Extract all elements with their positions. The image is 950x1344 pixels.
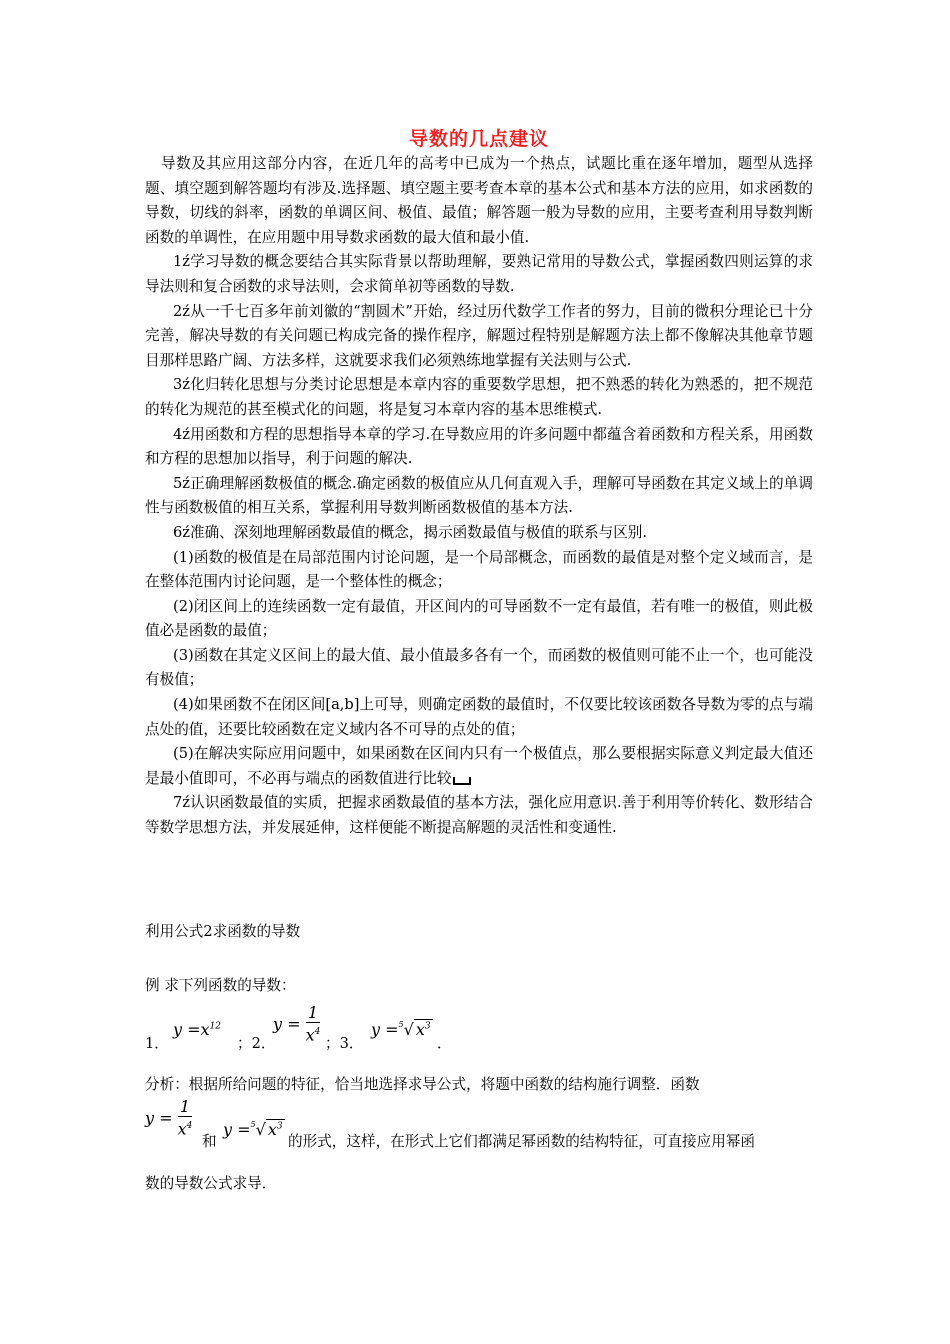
paragraph-4: 4ź用函数和方程的思想指导本章的学习.在导数应用的许多问题中都蕴含着函数和方程关系，用函数和方程的思想加以指导，利于问题的解决.	[145, 425, 813, 468]
item-end: ．	[437, 1035, 452, 1052]
sub-point-5	[145, 742, 813, 791]
sub-point-1: (1)函数的极值是在局部范围内讨论问题，是一个局部概念，而函数的最值是对整个定义域而言，是在整体范围内讨论问题，是一个整体性的概念；	[145, 548, 813, 591]
paragraph-7: 7ź认识函数最值的实质，把握求函数最值的基本方法，强化应用意识.善于利用等价转化、数形结合等数学思想方法，并发展延伸，这样便能不断提高解题的灵活性和变通性.	[145, 794, 813, 837]
sub-point-2: (2)闭区间上的连续函数一定有最值，开区间内的可导函数不一定有最值，若有唯一的极值，则此极值必是函数的最值；	[145, 597, 813, 640]
item-number-2: ；2．	[237, 1035, 276, 1052]
analysis-line-2	[145, 1098, 813, 1148]
text-cursor-mark	[453, 777, 471, 785]
formula-3: y =$^5$√ $x^3$	[371, 1020, 431, 1039]
item-number-1: 1．	[145, 1035, 169, 1052]
sub-point-3: (3)函数在其定义区间上的最大值、最小值最多各有一个，而函数的极值则可能不止一个，也可能没有极值；	[145, 646, 813, 689]
analysis-line-3: 数的导数公式求导．	[145, 1175, 277, 1192]
formula-1: $y =x^{12}$	[173, 1020, 222, 1039]
analysis-and: 和	[202, 1133, 217, 1150]
intro-paragraph: 导数及其应用这部分内容，在近几年的高考中已成为一个热点，试题比重在逐年增加，题型从选择题、填空题到解答题均有涉及.选择题、填空题主要考查本章的基本公式和基本方法的应用，如求函数的导数，切线的斜率，函数的单调区间、极值、最值；解答题一般为导数的应用，主要考查利用导数判断函数的单调性，在应用题中用导数求函数的最大值和最小值.	[145, 155, 813, 246]
analysis-formula-1: y = $\frac{1}{x^4}$	[145, 1097, 193, 1139]
sub-point-5-text: (5)在解决实际应用问题中，如果函数在区间内只有一个极值点，那么要根据实际意义判定最大值还是最小值即可，不必再与端点的函数值进行比较	[145, 745, 813, 787]
paragraph-3: 3ź化归转化思想与分类讨论思想是本章内容的重要数学思想，把不熟悉的转化为熟悉的，把不规范的转化为规范的甚至模式化的问题，将是复习本章内容的基本思维模式.	[145, 376, 813, 418]
example-items	[145, 1000, 813, 1050]
fraction-one-over-x4: $\frac{1}{x^4}$	[305, 1003, 321, 1045]
fifth-root: $^5$√ $x^3$	[398, 1020, 431, 1039]
analysis-formula-2: y =$^5$√ $x^3$	[223, 1120, 283, 1139]
main-text	[145, 152, 813, 841]
analysis-line-1: 分析：根据所给问题的特征，恰当地选择求导公式，将题中函数的结构施行调整．函数	[145, 1076, 700, 1093]
example-label: 例 求下列函数的导数：	[145, 977, 296, 994]
paragraph-2: 2ź从一千七百多年前刘徽的“割圆术”开始，经过历代数学工作者的努力，目前的微积分理论已十分完善，解决导数的有关问题已构成完备的操作程序，解题过程特别是解题方法上都不像解决其他章节题目那样思路广阔、方法多样，这就要求我们必须熟练地掌握有关法则与公式.	[145, 302, 813, 369]
sub-point-4: (4)如果函数不在闭区间[a,b]上可导，则确定函数的最值时，不仅要比较该函数各导数为零的点与端点处的值，还要比较函数在定义域内各不可导的点处的值；	[145, 696, 813, 738]
section-heading: 利用公式2求函数的导数	[145, 923, 301, 940]
paragraph-5: 5ź正确理解函数极值的概念.确定函数的极值应从几何直观入手，理解可导函数在其定义域上的单调性与函数极值的相互关系，掌握利用导数判断函数极值的基本方法.	[145, 474, 813, 517]
page-title: 导数的几点建议	[408, 128, 549, 150]
analysis-line-2-text: 的形式，这样，在形式上它们都满足幂函数的结构特征，可直接应用幂函	[288, 1133, 756, 1150]
formula-2: y = $\frac{1}{x^4}$	[273, 1003, 321, 1045]
item-number-3: ；3．	[325, 1035, 364, 1052]
paragraph-6: 6ź准确、深刻地理解函数最值的概念，揭示函数最值与极值的联系与区别.	[173, 523, 648, 541]
paragraph-1: 1ź学习导数的概念要结合其实际背景以帮助理解，要熟记常用的导数公式，掌握函数四则运算的求导法则和复合函数的求导法则，会求简单初等函数的导数.	[145, 253, 813, 295]
